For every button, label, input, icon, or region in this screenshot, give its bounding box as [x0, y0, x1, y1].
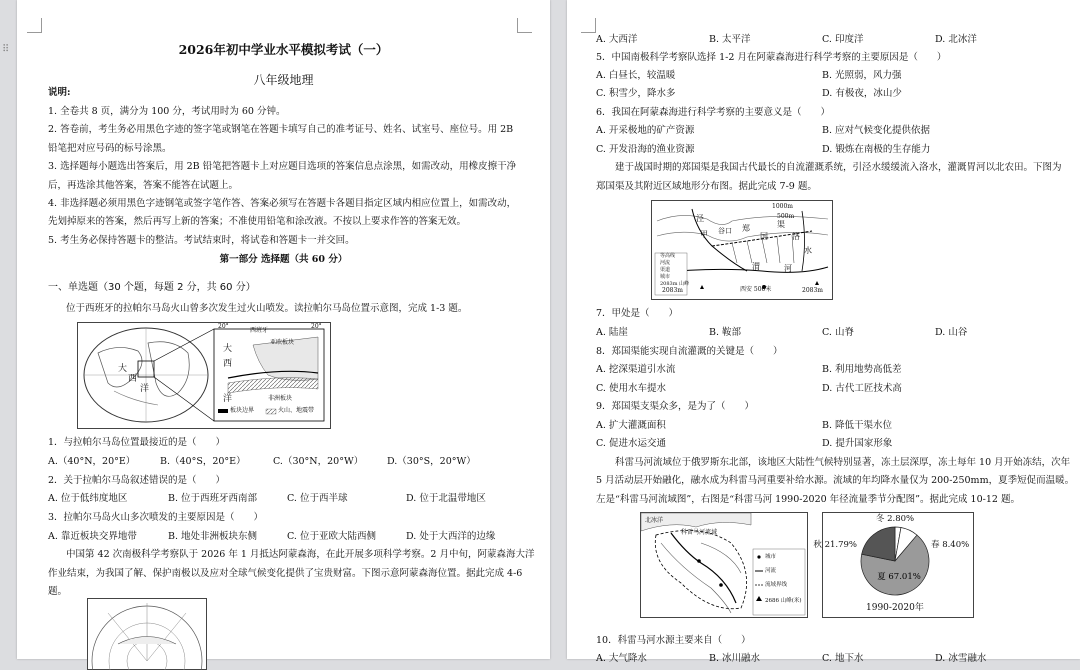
option[interactable]: C. 位于亚欧大陆西侧: [287, 531, 376, 542]
question-intro: 位于西班牙的拉帕尔马岛火山曾多次发生过火山喷发。读拉帕尔马岛位置示意图，完成 1-3 题。: [66, 303, 468, 314]
map-label: 洋: [140, 384, 150, 394]
notice-heading: 说明:: [48, 87, 71, 98]
document-page-1: [17, 0, 550, 659]
question-intro: 郑国渠及其附近区域地形分布图。据此完成 7-9 题。: [596, 181, 817, 192]
map-label: 甲: [700, 230, 708, 239]
runoff-pie-chart: [813, 512, 974, 618]
map-label: 大: [118, 364, 128, 374]
exam-title: 2026年初中学业水平模拟考试（一）: [178, 42, 389, 57]
kolyma-basin-map: [640, 512, 808, 618]
exam-subtitle: 八年级地理: [253, 73, 314, 87]
option[interactable]: B. 地处非洲板块东侧: [168, 531, 258, 542]
map-label: 渭: [752, 262, 760, 271]
option[interactable]: B. 光照弱，风力强: [822, 70, 902, 81]
map-label: 西安 500米: [740, 286, 772, 293]
map-label: 1000m: [772, 203, 793, 210]
map-label: 渠: [777, 220, 785, 229]
map-legend: 等高线: [660, 253, 676, 259]
map-label: 非洲板块: [268, 395, 293, 402]
option[interactable]: B. 太平洋: [709, 34, 751, 45]
pie-label: 冬 2.80%: [875, 514, 915, 524]
pie-label: 秋 21.79%: [813, 540, 857, 550]
option[interactable]: D. 锻炼在南极的生存能力: [822, 144, 931, 155]
option[interactable]: A. 扩大灌溉面积: [596, 420, 666, 431]
option[interactable]: D. 有极夜，冰山少: [822, 88, 902, 99]
map-label: 大: [223, 344, 233, 354]
question-3: 3．拉帕尔马岛火山多次喷发的主要原因是（ ）: [48, 512, 264, 523]
option[interactable]: D. 北冰洋: [935, 34, 977, 45]
question-intro: 中国第 42 次南极科学考察队于 2026 年 1 月抵达阿蒙森海，在此开展多项科学考察。2 月中旬，阿蒙森海大洋: [66, 549, 535, 560]
question-intro: 建于战国时期的郑国渠是我国古代最长的自流灌溉系统，引泾水缓缓流入洛水，灌溉胃河以北农田。下图为: [615, 162, 1062, 173]
drag-handle[interactable]: ⠿: [2, 44, 9, 55]
question-intro: 作业结束，为我国了解、保护南极以及应对全球气候变化提供了宝贵财富。下图示意阿蒙森海位置。据此完成 4-6: [48, 568, 523, 579]
question-7: 7．甲处是（ ）: [596, 308, 679, 319]
map-label: 北冰洋: [645, 517, 664, 524]
option[interactable]: C. 积雪少，降水多: [596, 88, 676, 99]
option[interactable]: A. 挖深渠道引水流: [596, 364, 676, 375]
note-line: 铅笔把对应号码的标号涂黑。: [48, 143, 172, 154]
map-label: 洋: [223, 394, 233, 404]
map-legend: 流域界线: [765, 582, 788, 588]
note-line: 2. 答卷前，考生务必用黑色字迹的签字笔或钢笔在答题卡填写自己的准考证号、姓名、试室号、座位号。用 2B: [48, 124, 514, 135]
option[interactable]: A. 陆崖: [596, 327, 628, 338]
map-legend: 火山、地震带: [278, 407, 315, 414]
question-1: 1．与拉帕尔马岛位置最接近的是（ ）: [48, 437, 226, 448]
option[interactable]: D. 提升国家形象: [822, 438, 893, 449]
option[interactable]: C. 促进水运交通: [596, 438, 666, 449]
map-label: 河: [784, 264, 792, 273]
map-label: 科雷马河流域: [681, 529, 718, 536]
option[interactable]: C. 地下水: [822, 653, 864, 664]
pie-label: 春 8.40%: [931, 540, 970, 550]
question-10: 10．科雷马河水源主要来自（ ）: [596, 635, 751, 646]
question-9: 9．郑国渠支渠众多，是为了（ ）: [596, 401, 755, 412]
option[interactable]: C. 印度洋: [822, 34, 864, 45]
option[interactable]: B. 鞍部: [709, 327, 742, 338]
section-heading: 一、单选题（30 个题，每题 2 分，共 60 分）: [48, 282, 256, 293]
map-label: 2083m: [802, 287, 823, 294]
option[interactable]: C.（30°N，20°W）: [273, 456, 364, 467]
option[interactable]: A. 靠近板块交界地带: [48, 531, 137, 542]
option[interactable]: A. 白昼长，较温暖: [596, 70, 676, 81]
map-label: 郑: [742, 224, 750, 233]
map-label: 西: [223, 359, 233, 369]
zhengguo-canal-map: [651, 200, 833, 300]
question-intro: 左是“科雷马河流域图”，右图是“科雷马河 1990-2020 年径流量季节分配图”。据此完成 10-12 题。: [596, 494, 1020, 505]
option[interactable]: D.（30°S，20°W）: [387, 456, 476, 467]
option[interactable]: C. 使用水车提水: [596, 383, 666, 394]
option[interactable]: B. 降低干渠水位: [822, 420, 893, 431]
corner-mark: [517, 18, 532, 33]
option[interactable]: A. 开采极地的矿产资源: [596, 125, 695, 136]
pie-label: 夏 67.01%: [877, 572, 921, 582]
option[interactable]: B. 冰川融水: [709, 653, 761, 664]
map-label: 20°: [311, 323, 322, 330]
map-legend: 河流: [660, 260, 671, 266]
map-label: 2083m: [662, 287, 683, 294]
map-legend: 河流: [765, 568, 777, 574]
note-line: 先划掉原来的答案，然后再写上新的答案；不准使用铅笔和涂改液。不按以上要求作答的答案无效。: [48, 216, 467, 227]
map-label: 20°: [218, 323, 229, 330]
option[interactable]: D. 冰雪融水: [935, 653, 987, 664]
option[interactable]: B. 利用地势高低差: [822, 364, 902, 375]
option[interactable]: C. 山脊: [822, 327, 854, 338]
map-legend: 渠道: [660, 267, 671, 273]
note-line: 1. 全卷共 8 页，满分为 100 分，考试用时为 60 分钟。: [48, 106, 286, 117]
question-6: 6．我国在阿蒙森海进行科学考察的主要意义是（ ）: [596, 107, 831, 118]
option[interactable]: D. 位于北温带地区: [406, 493, 486, 504]
la-palma-location-map: [77, 322, 331, 429]
pie-caption: 1990-2020年: [866, 603, 924, 613]
question-8: 8．郑国渠能实现自流灌溉的关键是（ ）: [596, 346, 783, 357]
option[interactable]: A. 大西洋: [596, 34, 638, 45]
option[interactable]: B. 应对气候变化提供依据: [822, 125, 931, 136]
map-label: 泾: [696, 214, 704, 223]
map-legend: 2083m 山峰: [660, 281, 690, 287]
question-2: 2．关于拉帕尔马岛叙述错误的是（ ）: [48, 475, 226, 486]
map-legend: 2686 山峰(米): [765, 598, 802, 604]
option[interactable]: C. 开发沿海的渔业资源: [596, 144, 695, 155]
map-label: 水: [804, 246, 812, 255]
map-legend: 板块边界: [230, 407, 255, 414]
option[interactable]: B.（40°S，20°E）: [160, 456, 246, 467]
corner-mark: [27, 18, 42, 33]
document-page-2: [567, 0, 1080, 664]
question-intro: 题。: [48, 586, 68, 597]
map-label: 洛: [792, 232, 800, 241]
note-line: 4. 非选择题必须用黑色字迹钢笔或签字笔作答、答案必须写在答题卡各题目指定区域内相应位置上，如需改动，: [48, 198, 517, 209]
question-intro: 5 月活动层开始融化，融水成为科雷马河重要补给水源。流域的年均降水量仅为 200-250mm，夏季短促而温暖。: [596, 475, 1075, 486]
map-label: 500m: [777, 213, 795, 220]
question-intro: 科雷马河流域位于俄罗斯东北部，该地区大陆性气候特别显著，冻土层深厚，冻土每年 10 月开始冻结，次年: [615, 457, 1071, 468]
question-5: 5．中国南极科学考察队选择 1-2 月在阿蒙森海进行科学考察的主要原因是（ ）: [596, 52, 947, 63]
option[interactable]: D. 处于大西洋的边缘: [406, 531, 496, 542]
note-line: 3. 选择题每小题选出答案后，用 2B 铅笔把答题卡上对应题目选项的答案信息点涂黑，如需改动，用橡皮擦干净: [48, 161, 517, 172]
map-label: 谷口: [718, 227, 732, 235]
note-line: 5. 考生务必保持答题卡的整洁。考试结束时，将试卷和答题卡一并交回。: [48, 235, 355, 246]
map-label: 西: [128, 374, 138, 384]
corner-mark: [581, 18, 596, 33]
option[interactable]: A. 位于低纬度地区: [48, 493, 128, 504]
map-label: 国: [760, 232, 768, 241]
option[interactable]: C. 位于西半球: [287, 493, 348, 504]
map-legend: 城市: [660, 274, 671, 280]
map-label: 西班牙: [250, 327, 269, 334]
map-legend: 城市: [765, 554, 777, 560]
note-line: 后，再选涂其他答案，答案不能答在试题上。: [48, 180, 239, 191]
part-heading: 第一部分 选择题（共 60 分）: [219, 254, 348, 265]
option[interactable]: D. 古代工匠技术高: [822, 383, 902, 394]
option[interactable]: A.（40°N，20°E）: [48, 456, 136, 467]
map-label: 亚欧板块: [270, 339, 295, 346]
option[interactable]: D. 山谷: [935, 327, 968, 338]
option[interactable]: A. 大气降水: [596, 653, 647, 664]
amundsen-sea-map: [87, 598, 207, 670]
option[interactable]: B. 位于西班牙西南部: [168, 493, 258, 504]
